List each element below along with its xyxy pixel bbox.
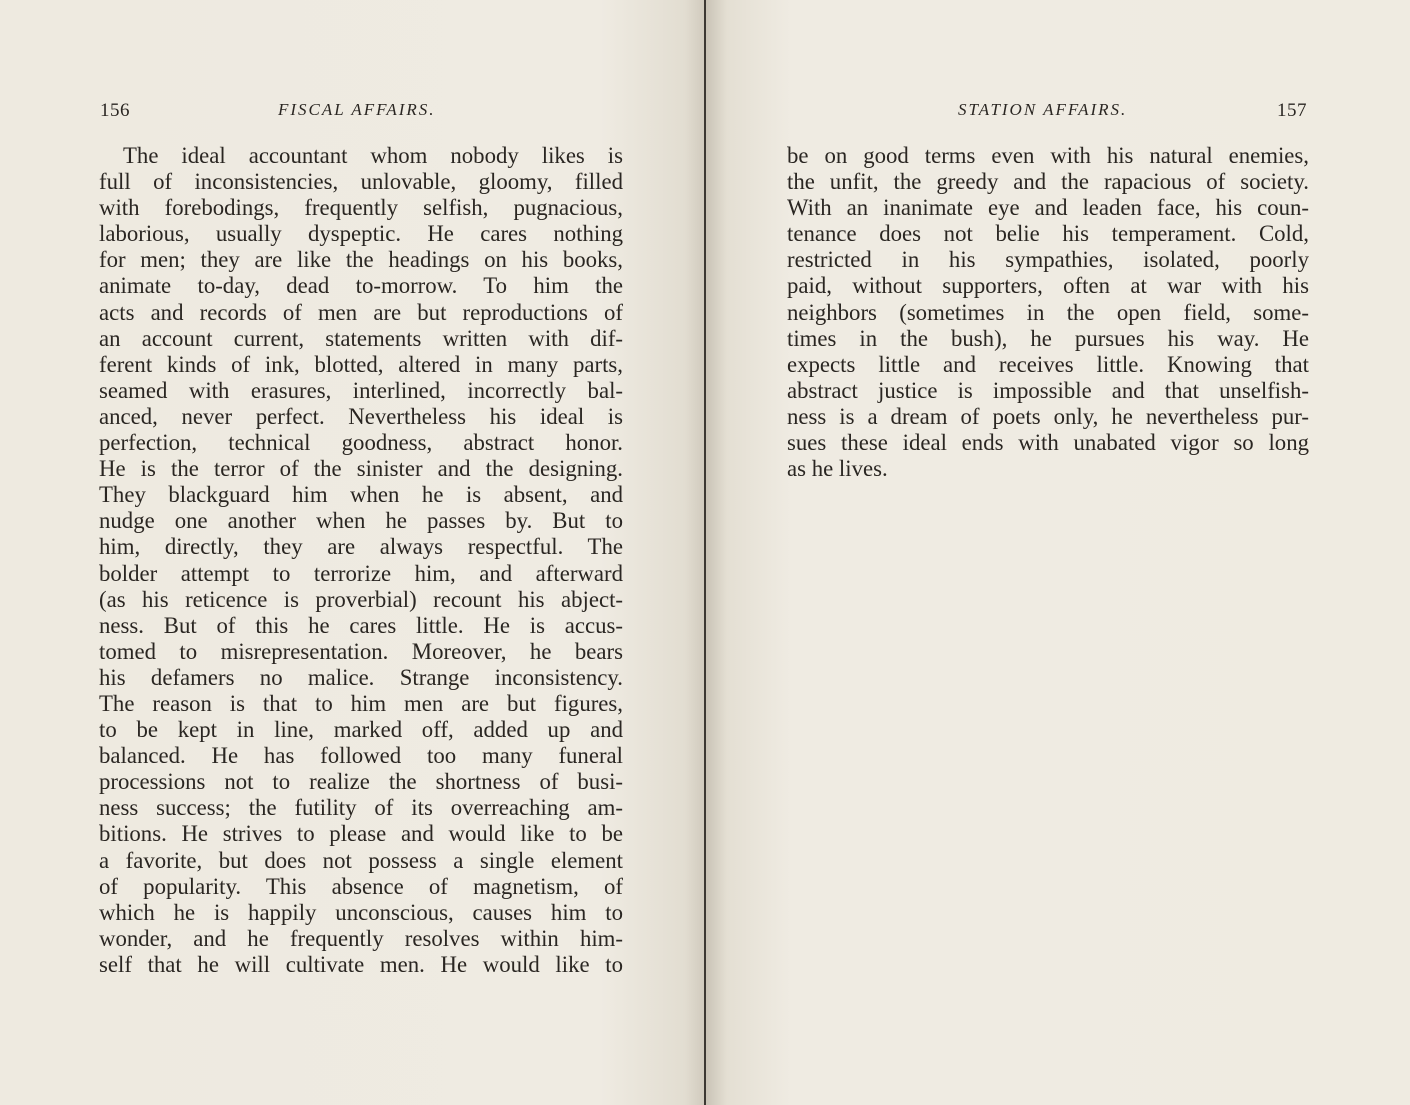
text-line: which he is happily unconscious, causes him to [99, 899, 623, 925]
text-line: bitions. He strives to please and would like to be [99, 821, 623, 847]
text-line: tenance does not belie his temperament. Cold, [787, 221, 1309, 247]
text-line: The ideal accountant whom nobody likes is [123, 143, 623, 168]
left-page-body [99, 143, 623, 978]
text-line: balanced. He has followed too many funeral [99, 743, 623, 769]
running-head: STATION AFFAIRS. [958, 100, 1128, 119]
page-number: 156 [100, 100, 130, 121]
text-line: sues these ideal ends with unabated vigor so long [787, 430, 1309, 456]
text-line: The reason is that to him men are but figures, [99, 690, 623, 716]
text-line: seamed with erasures, interlined, incorrectly bal- [99, 377, 623, 403]
text-line: self that he will cultivate men. He would like to [99, 951, 623, 977]
text-line: perfection, technical goodness, abstract honor. [99, 430, 623, 456]
text-line: ness success; the futility of its overreaching am- [99, 795, 623, 821]
text-line: times in the bush), he pursues his way. He [787, 325, 1309, 351]
text-line: neighbors (sometimes in the open field, some- [787, 299, 1309, 325]
text-line: acts and records of men are but reproductions of [99, 299, 623, 325]
text-line: paid, without supporters, often at war with his [787, 273, 1309, 299]
text-line: tomed to misrepresentation. Moreover, he bears [99, 638, 623, 664]
text-line: abstract justice is impossible and that unselfish- [787, 377, 1309, 403]
text-line: a favorite, but does not possess a single element [99, 847, 623, 873]
text-line: animate to-day, dead to-morrow. To him the [99, 273, 623, 299]
running-head: FISCAL AFFAIRS. [278, 100, 436, 119]
text-line: ness is a dream of poets only, he nevertheless pur- [787, 403, 1309, 429]
text-line: ferent kinds of ink, blotted, altered in many parts, [99, 351, 623, 377]
text-line: expects little and receives little. Knowing that [787, 351, 1309, 377]
text-line: processions not to realize the shortness of busi- [99, 769, 623, 795]
text-line: restricted in his sympathies, isolated, poorly [787, 247, 1309, 273]
text-line: full of inconsistencies, unlovable, gloomy, filled [99, 169, 623, 195]
text-line: bolder attempt to terrorize him, and afterward [99, 560, 623, 586]
text-line: anced, never perfect. Nevertheless his ideal is [99, 403, 623, 429]
text-line: With an inanimate eye and leaden face, his coun- [787, 195, 1309, 221]
text-line: laborious, usually dyspeptic. He cares nothing [99, 221, 623, 247]
text-line: (as his reticence is proverbial) recount his abject- [99, 586, 623, 612]
text-line: wonder, and he frequently resolves within him- [99, 925, 623, 951]
text-line: for men; they are like the headings on his books, [99, 247, 623, 273]
text-line: to be kept in line, marked off, added up and [99, 717, 623, 743]
text-line: They blackguard him when he is absent, and [99, 482, 623, 508]
text-line: be on good terms even with his natural enemies, [787, 143, 1309, 168]
text-line: as he lives. [787, 456, 888, 482]
right-page [706, 0, 1410, 1105]
text-line: nudge one another when he passes by. But to [99, 508, 623, 534]
text-line: He is the terror of the sinister and the designing. [99, 456, 623, 482]
text-line: him, directly, they are always respectful. The [99, 534, 623, 560]
text-line: of popularity. This absence of magnetism, of [99, 873, 623, 899]
page-number: 157 [1277, 100, 1307, 121]
text-line: ness. But of this he cares little. He is accus- [99, 612, 623, 638]
text-line: with forebodings, frequently selfish, pugnacious, [99, 195, 623, 221]
text-line: the unfit, the greedy and the rapacious of society. [787, 169, 1309, 195]
text-line: an account current, statements written with dif- [99, 325, 623, 351]
right-page-body [787, 143, 1309, 482]
text-line: his defamers no malice. Strange inconsistency. [99, 664, 623, 690]
